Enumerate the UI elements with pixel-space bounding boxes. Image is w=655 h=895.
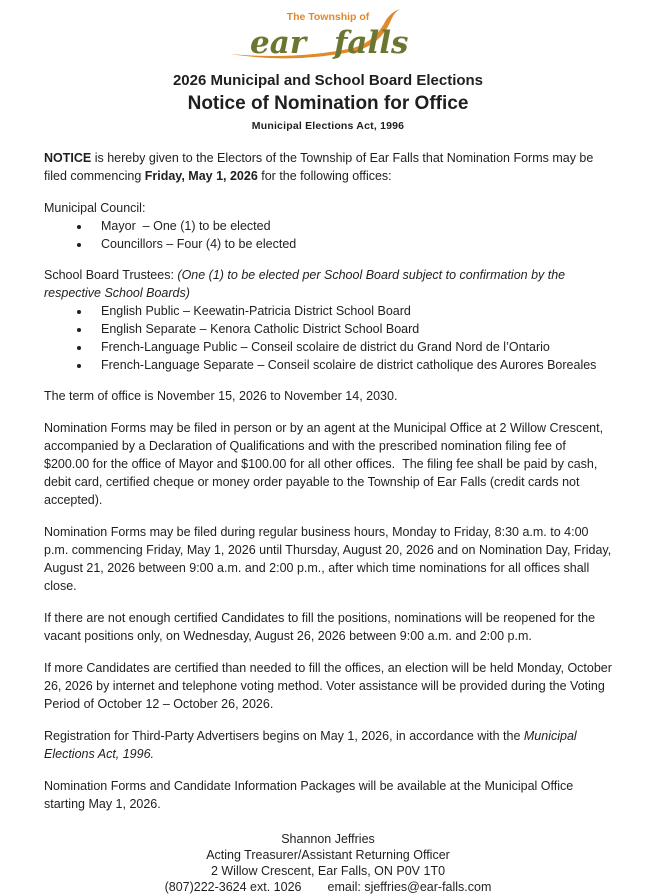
election-method-paragraph: If more Candidates are certified than needed to fill the offices, an election will be held Monday, October 26, 2026 by internet and telephone voting method. Voter assistance will be provided during the Voting Period of October 12 – October 26, 2026. [44, 661, 612, 711]
list-item: • French-Language Separate – Conseil scolaire de district catholique des Aurores Boreales [91, 356, 612, 374]
packages-paragraph: Nomination Forms and Candidate Information Packages will be available at the Municipal Office starting May 1, 2026. [44, 779, 574, 811]
term-of-office-paragraph: The term of office is November 15, 2026 to November 14, 2030. [44, 389, 398, 403]
signature-block [44, 831, 612, 895]
township-logo [44, 8, 612, 62]
notice-keyword: NOTICE [44, 151, 92, 165]
third-party-text: Registration for Third-Party Advertisers begins on May 1, 2026, in accordance with the [44, 729, 524, 743]
reopened-nominations-paragraph: If there are not enough certified Candidates to fill the positions, nominations will be reopened for the vacant positions only, on Wednesday, August 26, 2026 between 9:00 a.m. and 2:00 p.m. [44, 611, 596, 643]
masthead [44, 8, 612, 133]
document-body [44, 149, 612, 813]
contact-line [44, 879, 612, 895]
notice-text-2: for the following offices: [257, 169, 392, 183]
filing-hours-paragraph: Nomination Forms may be filed during regular business hours, Monday to Friday, 8:30 a.m. to 4:00 p.m. commencing Friday, May 1, 2026 until Thursday, August 20, 2026 and on Nomination Day, Friday, August 21, 2026 between 9:00 a.m. and 2:00 p.m., after which time nominations for all offices shall close. [44, 525, 612, 593]
logo-word-falls: falls [334, 25, 409, 61]
filing-fee-paragraph: Nomination Forms may be filed in person or by an agent at the Municipal Office at 2 Willow Crescent, accompanied by a Declaration of Qualifications and with the prescribed nomination filing fee of $200.00 for the office of Mayor and $100.00 for all other offices. The filing fee shall be paid by cash, debit card, certified cheque or money order payable to the Township of Ear Falls (credit cards not accepted). [44, 421, 604, 507]
municipal-council-list [44, 217, 612, 253]
contact-phone: (807)222-3624 ext. 1026 [164, 880, 302, 894]
school-board-heading-text: School Board Trustees: [44, 268, 178, 282]
document-title-line3: Municipal Elections Act, 1996 [251, 120, 405, 132]
list-item: • Councillors – Four (4) to be elected [91, 235, 612, 253]
signatory-name: Shannon Jeffries [281, 832, 375, 846]
logo-word-ear: ear [250, 25, 307, 61]
third-party-paragraph [44, 727, 612, 763]
document-title-line1: 2026 Municipal and School Board Elections [172, 72, 484, 89]
third-party-act-italic: Municipal Elections Act, 1996. [44, 729, 577, 761]
list-item: • English Public – Keewatin-Patricia District School Board [91, 302, 612, 320]
list-item: • French-Language Public – Conseil scolaire de district du Grand Nord de l’Ontario [91, 338, 612, 356]
list-item: • Mayor – One (1) to be elected [91, 217, 612, 235]
notice-text-1: is hereby given to the Electors of the Township of Ear Falls that Nomination Forms may be filed commencing [44, 151, 594, 183]
school-board-list [44, 302, 612, 374]
school-board-heading-note: (One (1) to be elected per School Board subject to confirmation by the respective School Boards) [44, 268, 566, 300]
school-board-heading [44, 266, 612, 302]
municipal-council-heading: Municipal Council: [44, 201, 146, 215]
signatory-address: 2 Willow Crescent, Ear Falls, ON P0V 1T0 [210, 864, 446, 878]
signatory-title: Acting Treasurer/Assistant Returning Officer [206, 848, 450, 862]
contact-email: email: sjeffries@ear-falls.com [327, 880, 492, 894]
logo-tagline-text: The Township of [286, 11, 370, 23]
ear-falls-logo [228, 8, 428, 62]
notice-paragraph [44, 149, 612, 185]
list-item: • English Separate – Kenora Catholic District School Board [91, 320, 612, 338]
notice-date-bold: Friday, May 1, 2026 [144, 169, 258, 183]
document-title-line2: Notice of Nomination for Office [187, 93, 469, 114]
